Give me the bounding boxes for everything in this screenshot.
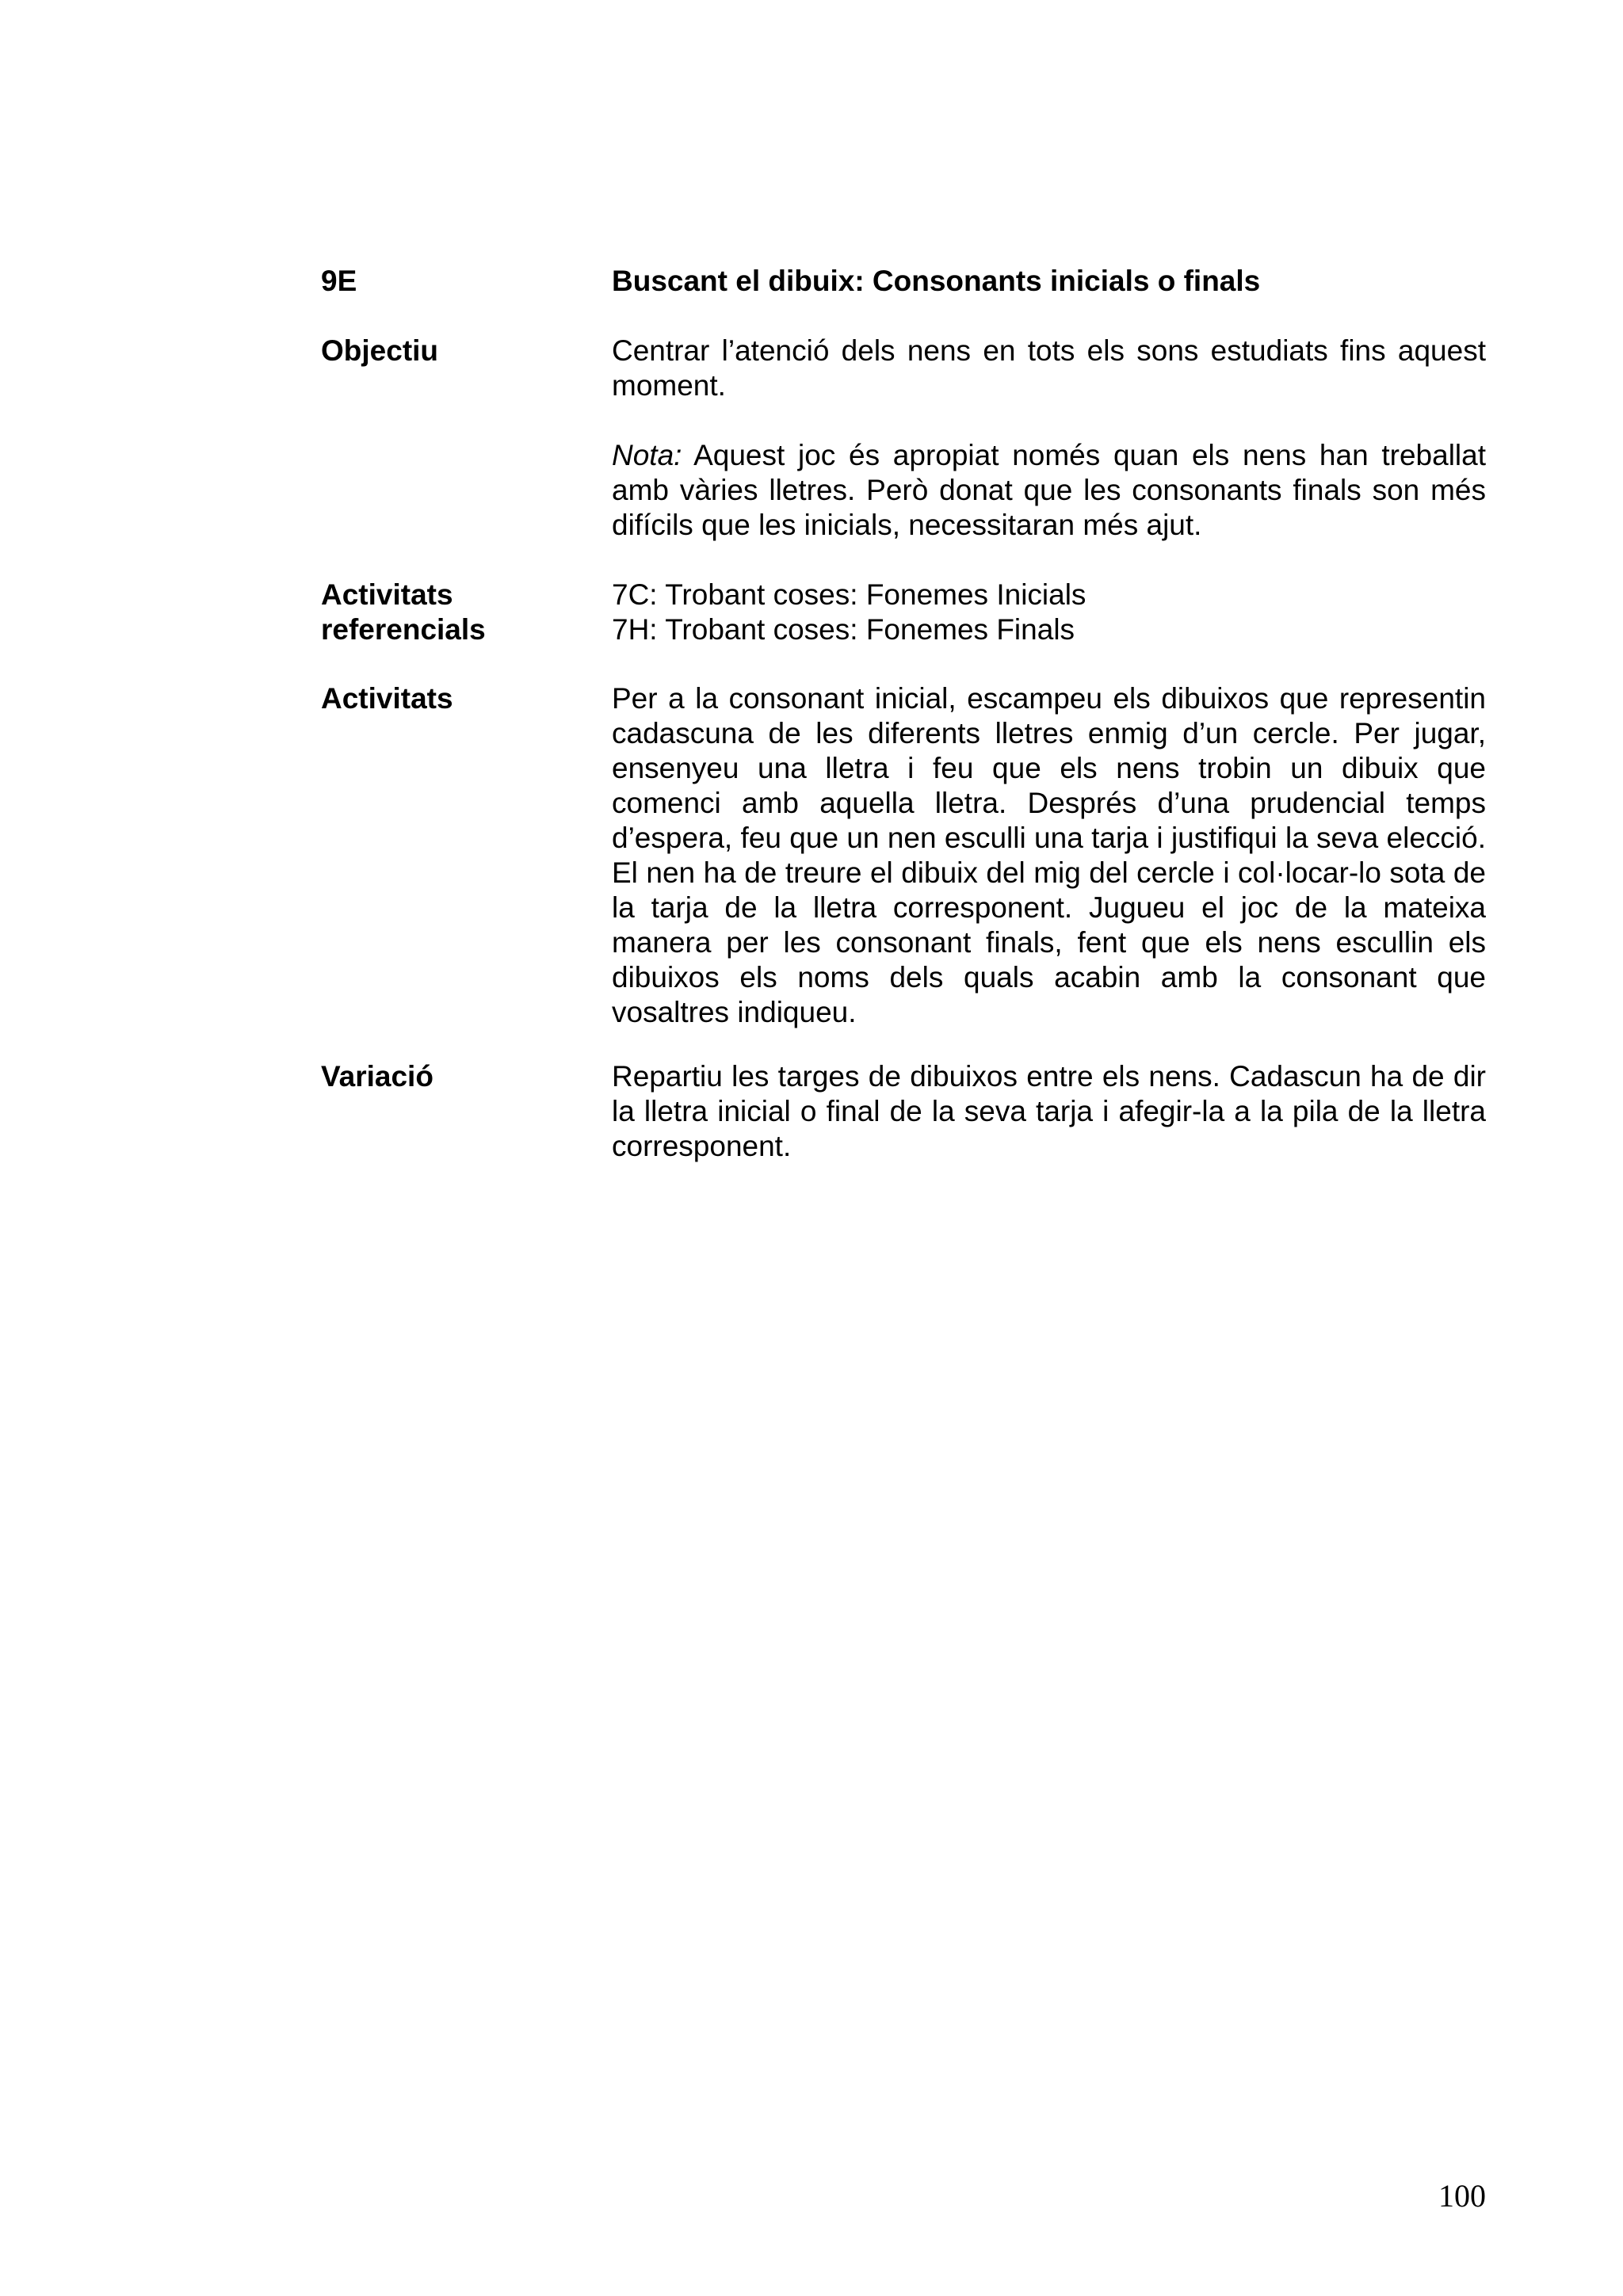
activitats-text: Per a la consonant inicial, escampeu els dibuixos que representin cadascuna de les diferents lletres enmig d’un cercle. Per jugar, ensenyeu una lletra i feu que els nens trobin un dibuix que comenci amb aquella lletra. Després d’una prudencial temps d’espera, feu que un nen esculli una tarja i justifiqui la seva elecció. El nen ha de treure el dibuix del mig del cercle i col·locar-lo sota de la tarja de la lletra corresponent. Jugueu el joc de la mateixa manera per les consonant finals, fent que els nens escullin els dibuixos els noms dels quals acabin amb la consonant que vosaltres indiqueu.: [612, 682, 1486, 1028]
activitats-referencials-label-line2: referencials: [321, 613, 486, 646]
nota-label: Nota:: [612, 439, 682, 471]
activitats-referencials-label: [321, 578, 590, 647]
variacio-label: Variació: [321, 1060, 433, 1093]
activitats-referencials-list: [612, 578, 1486, 647]
referencial-item: 7C: Trobant coses: Fonemes Inicials: [612, 578, 1086, 611]
referencial-item: 7H: Trobant coses: Fonemes Finals: [612, 613, 1075, 646]
objectiu-content: [612, 334, 1486, 543]
nota-text: Aquest joc és apropiat només quan els nens han treballat amb vàries lletres. Però donat que les consonants finals son més difícils que les inicials, necessitaran més ajut.: [612, 439, 1486, 541]
variacio-text: Repartiu les targes de dibuixos entre els nens. Cadascun ha de dir la lletra inicial o final de la seva tarja i afegir-la a la pila de la lletra corresponent.: [612, 1060, 1486, 1162]
section-code: 9E: [321, 265, 357, 297]
page-number: 100: [1438, 2178, 1486, 2214]
objectiu-nota: [612, 438, 1486, 543]
objectiu-label: Objectiu: [321, 334, 439, 367]
objectiu-text: Centrar l’atenció dels nens en tots els sons estudiats fins aquest moment.: [612, 334, 1486, 402]
activitats-label: Activitats: [321, 682, 453, 715]
section-title: Buscant el dibuix: Consonants inicials o finals: [612, 265, 1261, 297]
activitats-referencials-label-line1: Activitats: [321, 578, 453, 611]
